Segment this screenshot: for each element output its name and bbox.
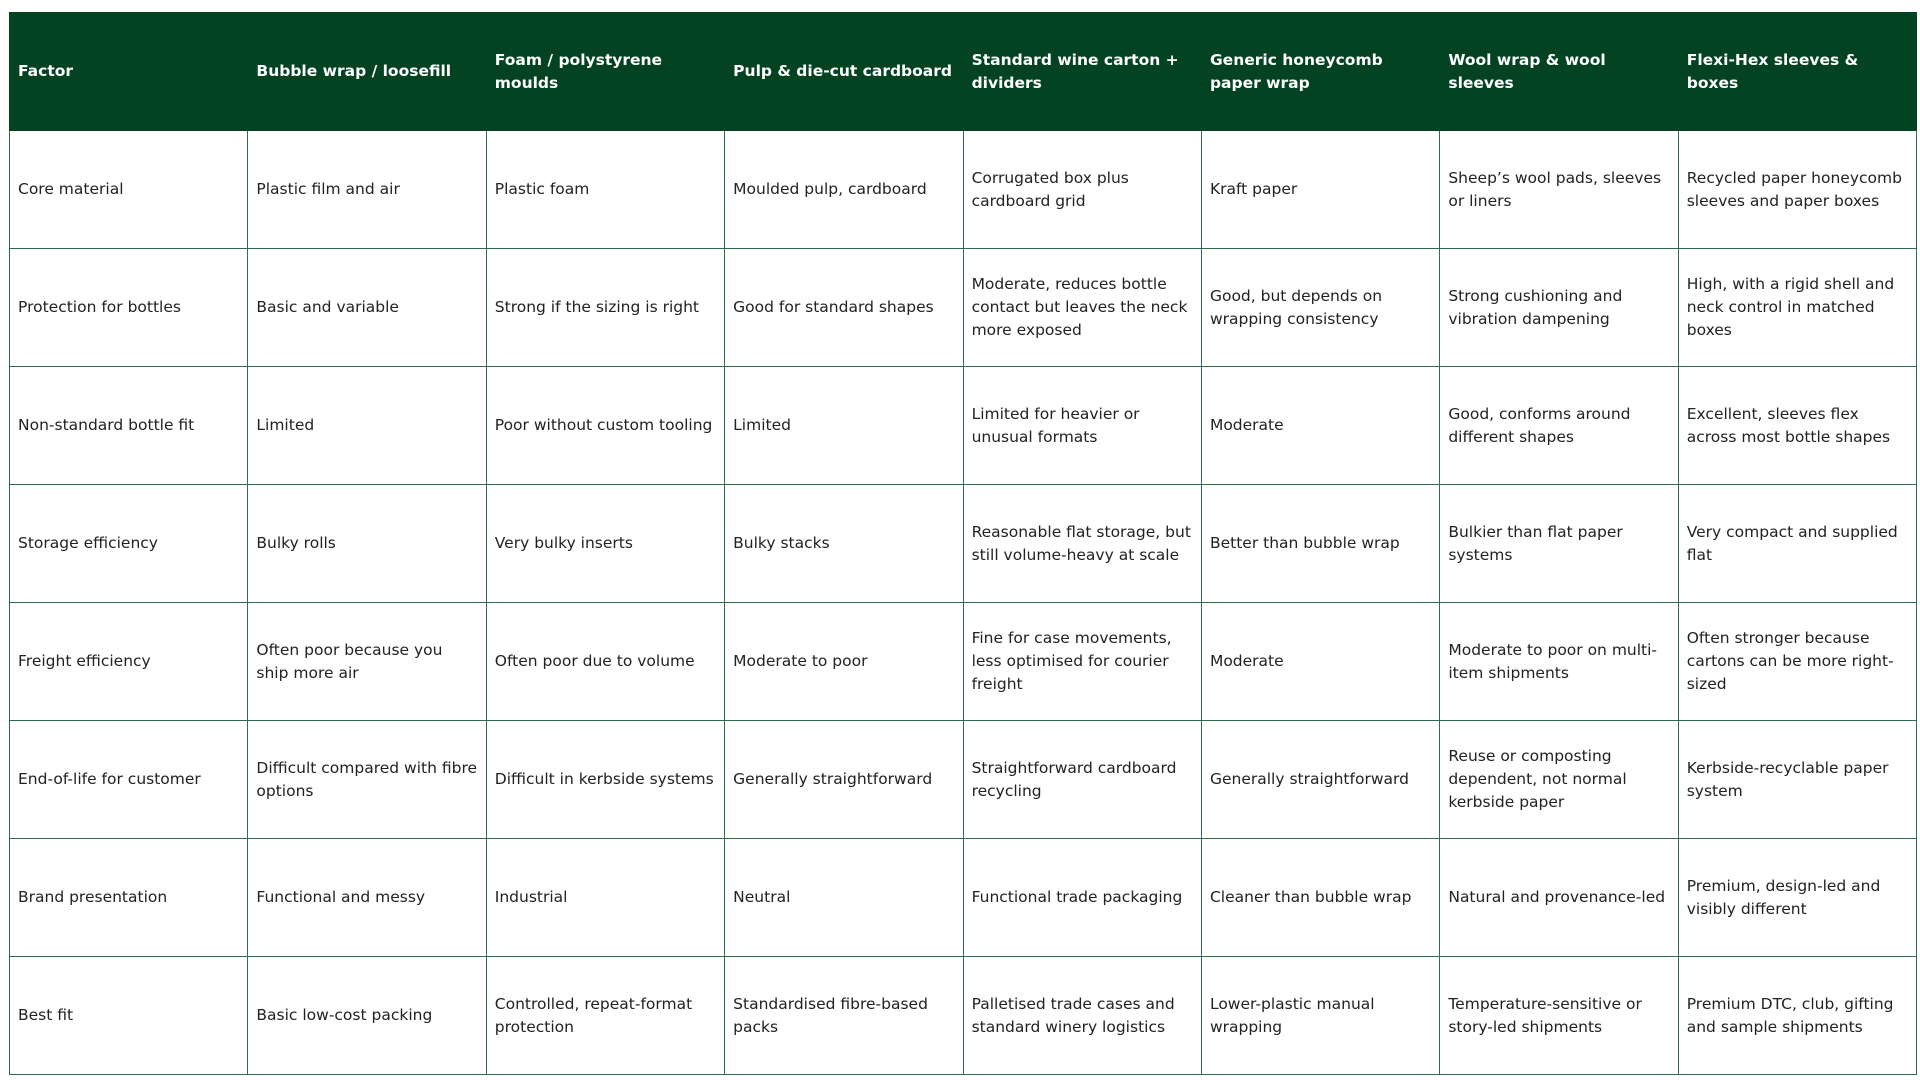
table-cell: Neutral: [725, 839, 963, 957]
table-row: [10, 839, 1917, 957]
table-cell: Strong if the sizing is right: [486, 249, 724, 367]
header-cell-pulp-cardboard: Pulp & die-cut cardboard: [725, 13, 963, 131]
table-cell: Moderate: [1201, 603, 1439, 721]
table-cell: Industrial: [486, 839, 724, 957]
table-cell: High, with a rigid shell and neck control in matched boxes: [1678, 249, 1916, 367]
table-row: [10, 367, 1917, 485]
header-cell-flexi-hex: Flexi-Hex sleeves & boxes: [1678, 13, 1916, 131]
table-cell: Excellent, sleeves flex across most bottle shapes: [1678, 367, 1916, 485]
row-label-cell: Freight efficiency: [10, 603, 248, 721]
table-cell: Moderate: [1201, 367, 1439, 485]
header-cell-honeycomb-paper: Generic honeycomb paper wrap: [1201, 13, 1439, 131]
table-cell: Standardised fibre-based packs: [725, 957, 963, 1075]
table-cell: Difficult compared with fibre options: [248, 721, 486, 839]
table-cell: Limited for heavier or unusual formats: [963, 367, 1201, 485]
table-cell: Good for standard shapes: [725, 249, 963, 367]
table-row: [10, 603, 1917, 721]
table-cell: Plastic foam: [486, 131, 724, 249]
table-cell: Limited: [248, 367, 486, 485]
table-header: [10, 13, 1917, 131]
row-label-cell: Storage efficiency: [10, 485, 248, 603]
table-cell: Recycled paper honeycomb sleeves and paper boxes: [1678, 131, 1916, 249]
table-row: [10, 957, 1917, 1075]
packaging-comparison-table: [9, 12, 1917, 1075]
table-cell: Good, conforms around different shapes: [1440, 367, 1678, 485]
table-cell: Basic low-cost packing: [248, 957, 486, 1075]
table-cell: Functional trade packaging: [963, 839, 1201, 957]
table-cell: Generally straightforward: [725, 721, 963, 839]
table-row: [10, 721, 1917, 839]
row-label-cell: Brand presentation: [10, 839, 248, 957]
table-cell: Premium DTC, club, gifting and sample shipments: [1678, 957, 1916, 1075]
table-cell: Moderate to poor on multi-item shipments: [1440, 603, 1678, 721]
table-cell: Strong cushioning and vibration dampening: [1440, 249, 1678, 367]
table-cell: Reasonable flat storage, but still volume-heavy at scale: [963, 485, 1201, 603]
table-cell: Natural and provenance-led: [1440, 839, 1678, 957]
row-label-cell: Protection for bottles: [10, 249, 248, 367]
table-cell: Limited: [725, 367, 963, 485]
table-cell: Generally straightforward: [1201, 721, 1439, 839]
table-cell: Controlled, repeat-format protection: [486, 957, 724, 1075]
table-cell: Often poor due to volume: [486, 603, 724, 721]
row-label-cell: Core material: [10, 131, 248, 249]
header-cell-bubble-wrap: Bubble wrap / loosefill: [248, 13, 486, 131]
table-cell: Palletised trade cases and standard winery logistics: [963, 957, 1201, 1075]
table-cell: Temperature-sensitive or story-led shipments: [1440, 957, 1678, 1075]
table-cell: Often poor because you ship more air: [248, 603, 486, 721]
table-cell: Moderate to poor: [725, 603, 963, 721]
table-cell: Moulded pulp, cardboard: [725, 131, 963, 249]
header-row: [10, 13, 1917, 131]
table-cell: Plastic film and air: [248, 131, 486, 249]
table-body: [10, 131, 1917, 1075]
table-cell: Straightforward cardboard recycling: [963, 721, 1201, 839]
table-cell: Fine for case movements, less optimised for courier freight: [963, 603, 1201, 721]
table-cell: Sheep’s wool pads, sleeves or liners: [1440, 131, 1678, 249]
table-cell: Bulkier than flat paper systems: [1440, 485, 1678, 603]
header-cell-factor: Factor: [10, 13, 248, 131]
table-cell: Poor without custom tooling: [486, 367, 724, 485]
table-cell: Corrugated box plus cardboard grid: [963, 131, 1201, 249]
table-cell: Better than bubble wrap: [1201, 485, 1439, 603]
row-label-cell: End-of-life for customer: [10, 721, 248, 839]
table-row: [10, 131, 1917, 249]
table-row: [10, 485, 1917, 603]
table-cell: Kraft paper: [1201, 131, 1439, 249]
header-cell-foam: Foam / polystyrene moulds: [486, 13, 724, 131]
table-cell: Basic and variable: [248, 249, 486, 367]
row-label-cell: Non-standard bottle fit: [10, 367, 248, 485]
table-cell: Very compact and supplied flat: [1678, 485, 1916, 603]
table-row: [10, 249, 1917, 367]
table-cell: Difficult in kerbside systems: [486, 721, 724, 839]
table-cell: Good, but depends on wrapping consistency: [1201, 249, 1439, 367]
table-cell: Moderate, reduces bottle contact but leaves the neck more exposed: [963, 249, 1201, 367]
table-cell: Bulky stacks: [725, 485, 963, 603]
table-cell: Very bulky inserts: [486, 485, 724, 603]
table-cell: Premium, design-led and visibly different: [1678, 839, 1916, 957]
table-cell: Functional and messy: [248, 839, 486, 957]
header-cell-wool: Wool wrap & wool sleeves: [1440, 13, 1678, 131]
table-cell: Kerbside-recyclable paper system: [1678, 721, 1916, 839]
table-cell: Bulky rolls: [248, 485, 486, 603]
table-cell: Often stronger because cartons can be more right-sized: [1678, 603, 1916, 721]
header-cell-wine-carton: Standard wine carton + dividers: [963, 13, 1201, 131]
table-cell: Cleaner than bubble wrap: [1201, 839, 1439, 957]
table-cell: Reuse or composting dependent, not normal kerbside paper: [1440, 721, 1678, 839]
table-cell: Lower-plastic manual wrapping: [1201, 957, 1439, 1075]
comparison-table-container: [9, 12, 1916, 1075]
row-label-cell: Best fit: [10, 957, 248, 1075]
